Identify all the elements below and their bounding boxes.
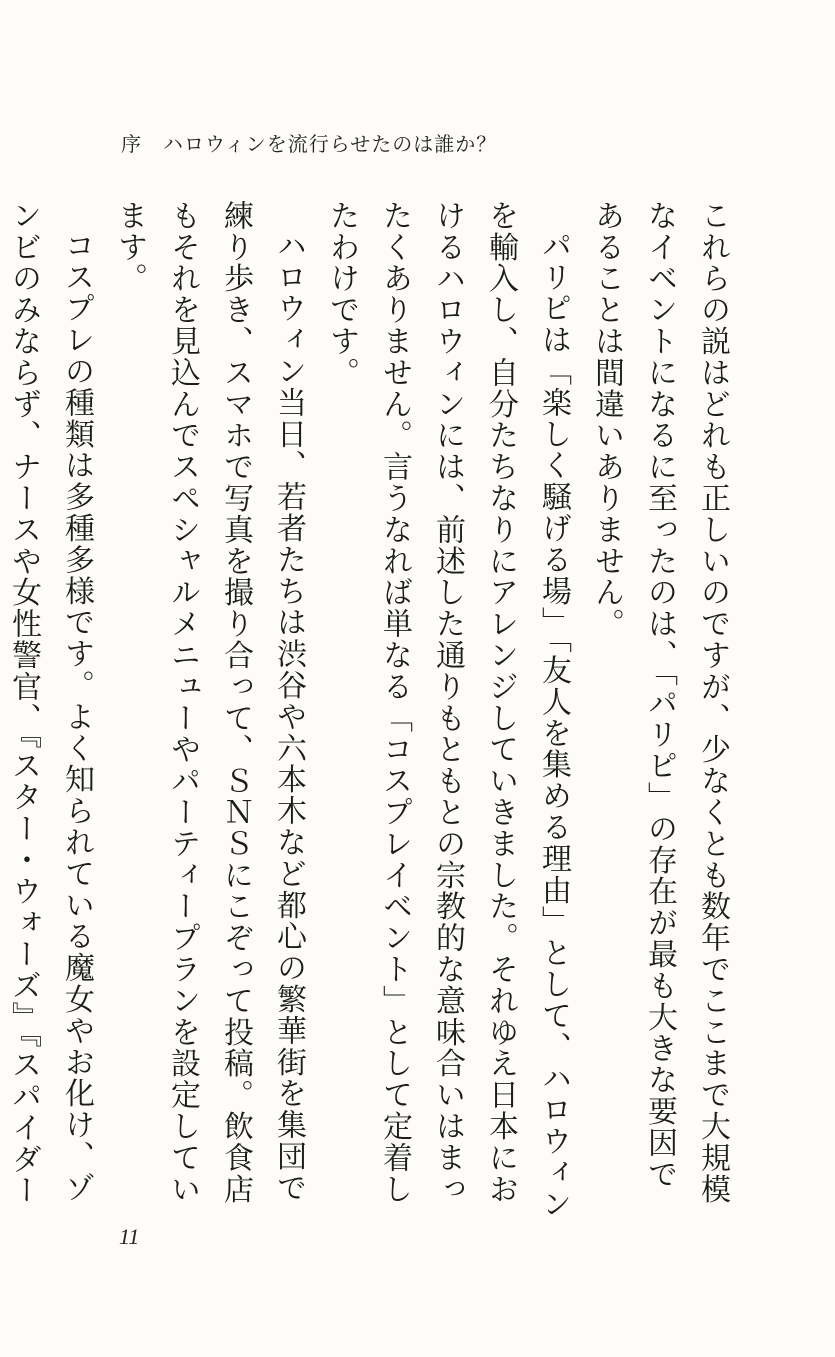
paragraph: これらの説はどれも正しいのですが、少なくとも数年でここまで大規模なイベントになるに至ったのは、「パリピ」の存在が最も大きな要因であることは間違いありません。: [589, 200, 730, 1205]
paragraph: ハロウィン当日、若者たちは渋谷や六本木など都心の繁華街を集団で練り歩き、スマホで写真を撮り合って、ＳＮＳにこぞって投稿。飲食店もそれを見込んでスペシャルメニューやパーティープランを設定しています。: [112, 200, 306, 1205]
paragraph: パリピは「楽しく騒げる場」「友人を集める理由」として、ハロウィンを輸入し、自分たちなりにアレンジしていきました。それゆえ日本におけるハロウィンには、前述した通りもともとの宗教的な意味合いはまったくありません。言うなれば単なる「コスプレイベント」として定着したわけです。: [324, 200, 571, 1220]
body-text: [6, 200, 739, 1220]
paragraph: コスプレの種類は多種多様です。よく知られている魔女やお化け、ゾンビのみならず、ナースや女性警官、『スター・ウォーズ』『スパイダー: [6, 200, 94, 1207]
page-number: 11: [119, 1224, 140, 1249]
running-head: 序 ハロウィンを流行らせたのは誰か？: [121, 132, 498, 156]
